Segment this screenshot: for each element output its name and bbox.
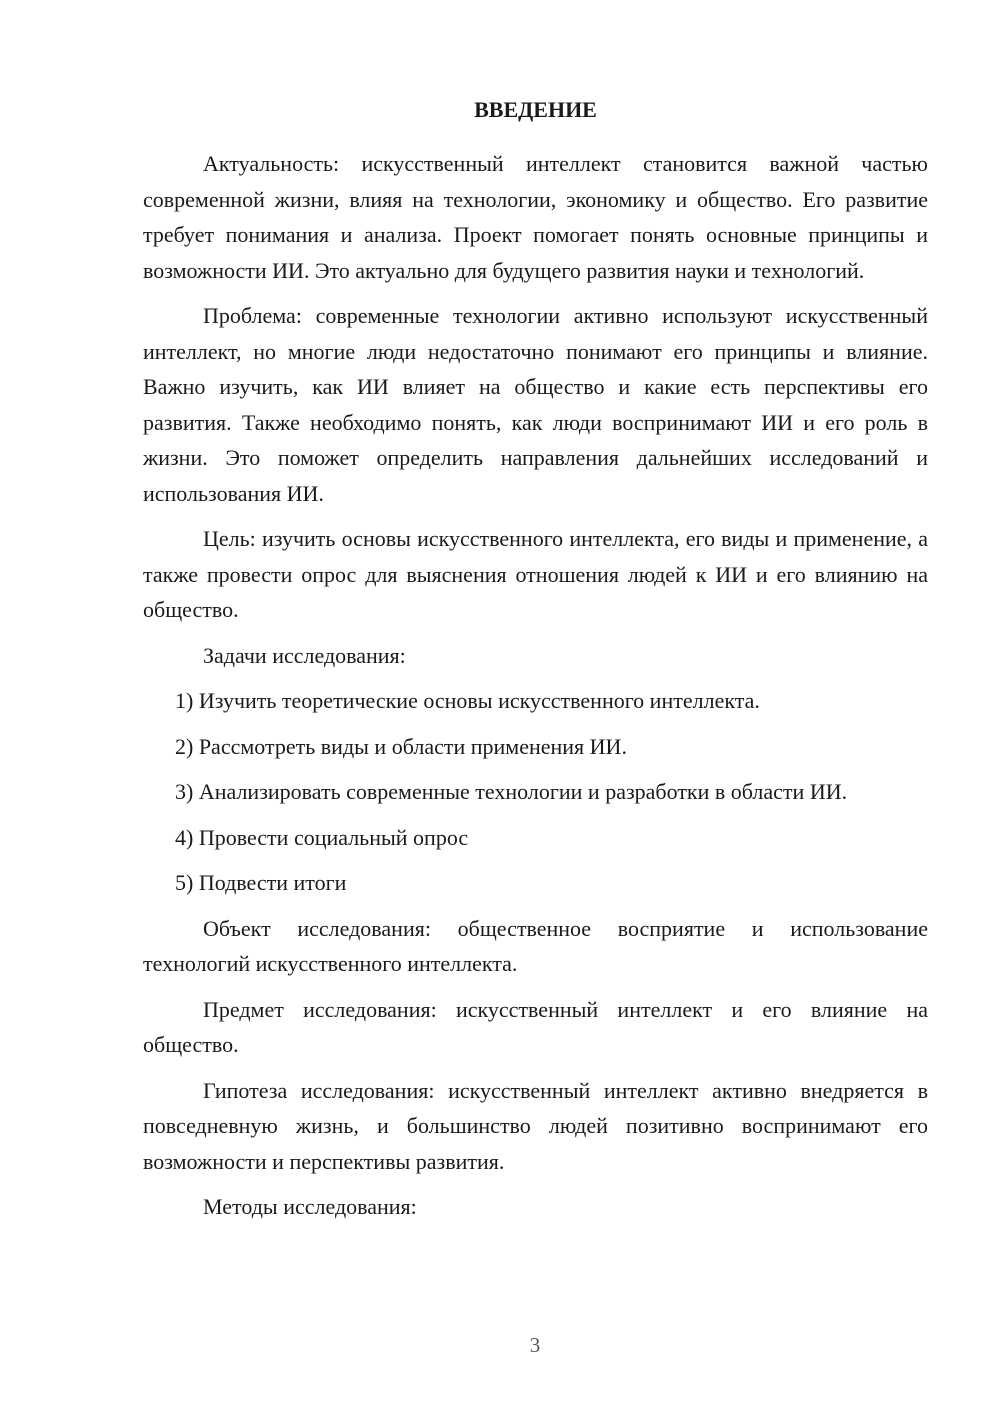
page-number: 3 xyxy=(529,1333,541,1357)
paragraph-goal: Цель: изучить основы искусственного интеллекта, его виды и применение, а также провести опрос для выяснения отношения людей к ИИ и его влиянию на общество. xyxy=(143,526,928,622)
task-item-1: 1) Изучить теоретические основы искусственного интеллекта. xyxy=(175,688,760,713)
paragraph-subject: Предмет исследования: искусственный интеллект и его влияние на общество. xyxy=(143,996,928,1057)
paragraph-object: Объект исследования: общественное восприятие и использование технологий искусственного интеллекта. xyxy=(143,915,928,976)
task-item-2: 2) Рассмотреть виды и области применения ИИ. xyxy=(175,733,627,759)
paragraph-relevance: Актуальность: искусственный интеллект становится важной частью современной жизни, влияя на технологии, экономику и общество. Его развитие требует понимания и анализа. Проект помогает понять основные принципы и возможности ИИ. Это актуально для будущего развития науки и технологий. xyxy=(143,151,928,283)
paragraph-problem: Проблема: современные технологии активно используют искусственный интеллект, но многие люди недостаточно понимают его принципы и влияние. Важно изучить, как ИИ влияет на общество и какие есть перспективы его развития. Также необходимо понять, как люди воспринимают ИИ и его роль в жизни. Это поможет определить направления дальнейших исследований и использования ИИ. xyxy=(143,303,928,506)
paragraph-tasks-heading: Задачи исследования: xyxy=(203,642,406,668)
section-title: ВВЕДЕНИЕ xyxy=(474,97,597,122)
paragraph-methods-heading: Методы исследования: xyxy=(203,1194,417,1219)
task-item-4: 4) Провести социальный опрос xyxy=(175,824,469,850)
paragraph-hypothesis: Гипотеза исследования: искусственный интеллект активно внедряется в повседневную жизнь, и большинство людей позитивно воспринимают его возможности и перспективы развития. xyxy=(143,1077,928,1174)
task-item-3: 3) Анализировать современные технологии и разработки в области ИИ. xyxy=(175,779,848,804)
document-page xyxy=(143,92,928,1235)
task-item-5: 5) Подвести итоги xyxy=(175,870,347,895)
